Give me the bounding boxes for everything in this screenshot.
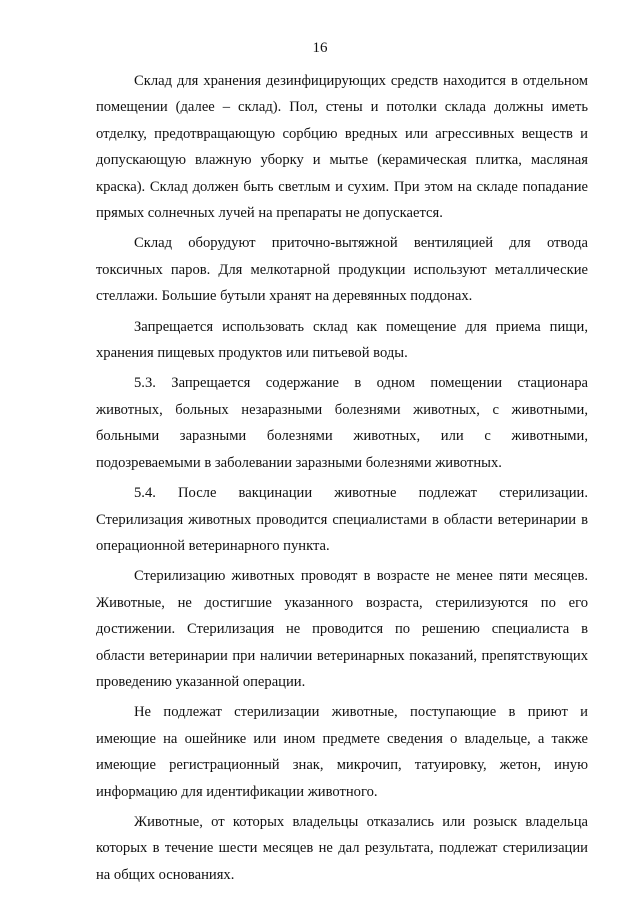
paragraph xyxy=(96,370,588,476)
text-line: которых в течение шести месяцев не дал результата, подлежат стерилизации xyxy=(96,840,588,857)
text-line: Не подлежат стерилизации животные, поступающие в приют и xyxy=(134,704,588,721)
text-line: 5.3. Запрещается содержание в одном помещении стационара xyxy=(134,375,588,392)
text-line: отделку, предотвращающую сорбцию вредных или агрессивных веществ и xyxy=(96,125,588,142)
text-line: животных, больных незаразными болезнями животных, с животными, xyxy=(96,401,588,418)
text-line: информацию для идентификации животного. xyxy=(96,783,378,800)
paragraph xyxy=(96,230,588,309)
text-line: Запрещается использовать склад как помещение для приема пищи, xyxy=(134,318,588,335)
text-line: Животные, от которых владельцы отказались или розыск владельца xyxy=(134,813,588,830)
text-line: Стерилизацию животных проводят в возрасте не менее пяти месяцев. xyxy=(134,568,588,585)
text-line: допускающую влажную уборку и мытье (керамическая плитка, масляная xyxy=(96,152,588,169)
text-line: на общих основаниях. xyxy=(96,866,235,883)
text-line: имеющие на ошейнике или ином предмете сведения о владельце, а также xyxy=(96,730,588,747)
text-line: Склад для хранения дезинфицирующих средств находится в отдельном xyxy=(134,73,588,89)
paragraph xyxy=(96,699,588,805)
text-line: помещении (далее – склад). Пол, стены и потолки склада должны иметь xyxy=(96,99,588,116)
text-line: Склад оборудуют приточно-вытяжной вентиляцией для отвода xyxy=(134,235,588,252)
text-line: области ветеринарии при наличии ветеринарных показаний, препятствующих xyxy=(96,647,588,664)
text-line: операционной ветеринарного пункта. xyxy=(96,537,330,554)
paragraph xyxy=(96,480,588,559)
paragraph xyxy=(96,563,588,695)
text-line: Животные, не достигшие указанного возраста, стерилизуются по его xyxy=(96,594,588,611)
page-number: 16 xyxy=(312,40,328,56)
text-line: 5.4. После вакцинации животные подлежат стерилизации. xyxy=(134,485,588,502)
paragraph xyxy=(96,314,588,367)
paragraph xyxy=(96,809,588,888)
text-line: имеющие регистрационный знак, микрочип, татуировку, жетон, иную xyxy=(96,757,588,774)
text-line: подозреваемыми в заболевании заразными болезнями животных. xyxy=(96,454,502,471)
text-line: краска). Склад должен быть светлым и сухим. При этом на складе попадание xyxy=(96,178,588,195)
text-line: стеллажи. Большие бутыли хранят на деревянных поддонах. xyxy=(96,288,473,305)
text-line: больными заразными болезнями животных, или с животными, xyxy=(96,428,588,445)
text-line: Стерилизация животных проводится специалистами в области ветеринарии в xyxy=(96,511,588,528)
paragraph xyxy=(96,68,588,226)
text-line: проведению указанной операции. xyxy=(96,673,306,690)
text-line: достижении. Стерилизация не проводится по решению специалиста в xyxy=(96,621,588,638)
text-line: прямых солнечных лучей на препараты не допускается. xyxy=(96,205,443,222)
body-text xyxy=(96,68,588,892)
text-line: хранения пищевых продуктов или питьевой воды. xyxy=(96,345,408,362)
text-line: токсичных паров. Для мелкотарной продукции используют металлические xyxy=(96,261,588,278)
